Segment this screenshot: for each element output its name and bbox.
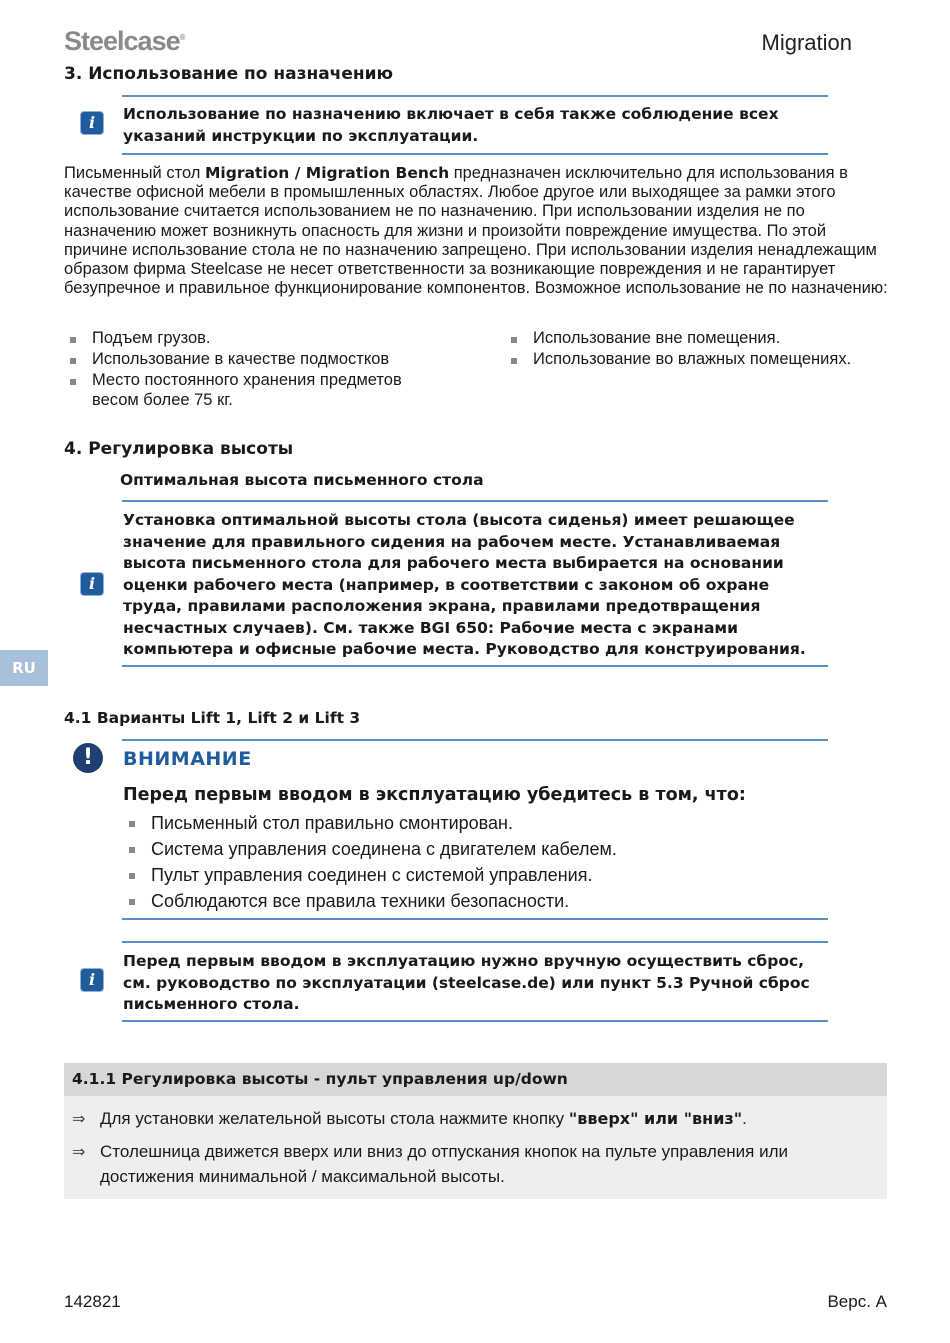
logo-text: Steelcase bbox=[64, 26, 180, 56]
misuse-item: Подъем грузов. bbox=[64, 328, 444, 349]
registered-mark: ® bbox=[179, 33, 186, 42]
misuse-item: Использование во влажных помещениях. bbox=[505, 349, 895, 370]
document-number: 142821 bbox=[64, 1292, 121, 1311]
misuse-list-right bbox=[505, 328, 895, 370]
info-icon: i bbox=[80, 968, 104, 992]
checklist-item: Соблюдаются все правила техники безопасности. bbox=[123, 888, 828, 914]
section-3-note: Использование по назначению включает в себя также соблюдение всех указаний инструкции по эксплуатации. bbox=[123, 105, 779, 145]
exclamation-icon: ! bbox=[73, 743, 103, 773]
language-tab: RU bbox=[0, 650, 48, 686]
attention-bottom-rule bbox=[122, 918, 828, 920]
misuse-list-left bbox=[64, 328, 444, 411]
document-version: Верс. A bbox=[827, 1292, 887, 1311]
note-bottom-rule bbox=[122, 1020, 828, 1022]
checklist-item: Система управления соединена с двигателем кабелем. bbox=[123, 836, 828, 862]
misuse-item: Место постоянного хранения предметов весом более 75 кг. bbox=[64, 370, 444, 412]
section-4-1-1-body bbox=[64, 1096, 887, 1199]
section-4-1-1-header bbox=[64, 1063, 887, 1096]
para-rest: предназначен исключительно для использования в качестве офисной мебели в промышленных областях. Любое другое или выходящее за рамки этого использование считается использованием не по назначению. При использовании изделия не по назначению может возникнуть опасность для жизни и произойти повреждение имущества. По этой причине использование стола не по назначению запрещено. При использовании изделия ненадлежащим образом фирма Steelcase не несет ответственности за возникающие повреждения и не гарантирует безупречное и правильное функционирование компонентов. Возможное использование не по назначению: bbox=[64, 164, 888, 298]
section-4-1-title: 4.1 Варианты Lift 1, Lift 2 и Lift 3 bbox=[64, 709, 361, 727]
reset-note: Перед первым вводом в эксплуатацию нужно вручную осуществить сброс, см. руководство по эксплуатации (steelcase.de) или пункт 5.3 Ручной сброс письменного стола. bbox=[123, 952, 810, 1013]
step-1-prefix: Для установки желательной высоты стола нажмите кнопку bbox=[100, 1109, 569, 1128]
note-top-rule bbox=[122, 500, 828, 502]
note-bottom-rule bbox=[122, 665, 828, 667]
info-icon: i bbox=[80, 572, 104, 596]
height-adjust-steps bbox=[64, 1106, 876, 1197]
steelcase-logo bbox=[64, 26, 186, 57]
pre-start-checklist bbox=[123, 810, 828, 914]
section-4-title: 4. Регулировка высоты bbox=[64, 439, 294, 459]
section-4-subtitle: Оптимальная высота письменного стола bbox=[120, 471, 484, 489]
attention-lead: Перед первым вводом в эксплуатацию убедитесь в том, что: bbox=[123, 785, 746, 805]
step-item bbox=[64, 1139, 876, 1189]
checklist-item: Письменный стол правильно смонтирован. bbox=[123, 810, 828, 836]
attention-title: ВНИМАНИЕ bbox=[123, 748, 252, 770]
misuse-item: Использование в качестве подмостков bbox=[64, 349, 444, 370]
note-top-rule bbox=[122, 941, 828, 943]
note-bottom-rule bbox=[122, 153, 828, 155]
step-2-text: Столешница движется вверх или вниз до отпускания кнопок на пульте управления или достижения минимальной / максимальной высоты. bbox=[100, 1142, 789, 1186]
para-prefix: Письменный стол bbox=[64, 164, 205, 182]
product-name: Migration bbox=[761, 30, 852, 55]
note-top-rule bbox=[122, 95, 828, 97]
attention-top-rule bbox=[122, 739, 828, 741]
product-model-name: Migration / Migration Bench bbox=[204, 164, 450, 182]
section-3-title: 3. Использование по назначению bbox=[64, 64, 394, 84]
step-item bbox=[64, 1106, 876, 1131]
step-1-buttons: "вверх" или "вниз" bbox=[568, 1109, 743, 1128]
checklist-item: Пульт управления соединен с системой управления. bbox=[123, 862, 828, 888]
double-arrow-icon: ⇒ bbox=[72, 1142, 86, 1161]
step-1-suffix: . bbox=[742, 1109, 747, 1128]
section-4-note: Установка оптимальной высоты стола (высота сиденья) имеет решающее значение для правильного сидения на рабочем месте. Устанавливаемая высота письменного стола для рабочего места выбирается на основании оценки рабочего места (например, в соответствии с законом об охране труда, правилами расположения экрана, правилами предотвращения несчастных случаев). См. также BGI 650: Рабочие места с экранами компьютера и офисные рабочие места. Руководство для конструирования. bbox=[123, 511, 806, 658]
intended-use-paragraph bbox=[64, 164, 888, 298]
double-arrow-icon: ⇒ bbox=[72, 1109, 86, 1128]
info-icon: i bbox=[80, 111, 104, 135]
section-4-1-1-title: 4.1.1 Регулировка высоты - пульт управления up/down bbox=[72, 1070, 568, 1088]
misuse-item: Использование вне помещения. bbox=[505, 328, 895, 349]
